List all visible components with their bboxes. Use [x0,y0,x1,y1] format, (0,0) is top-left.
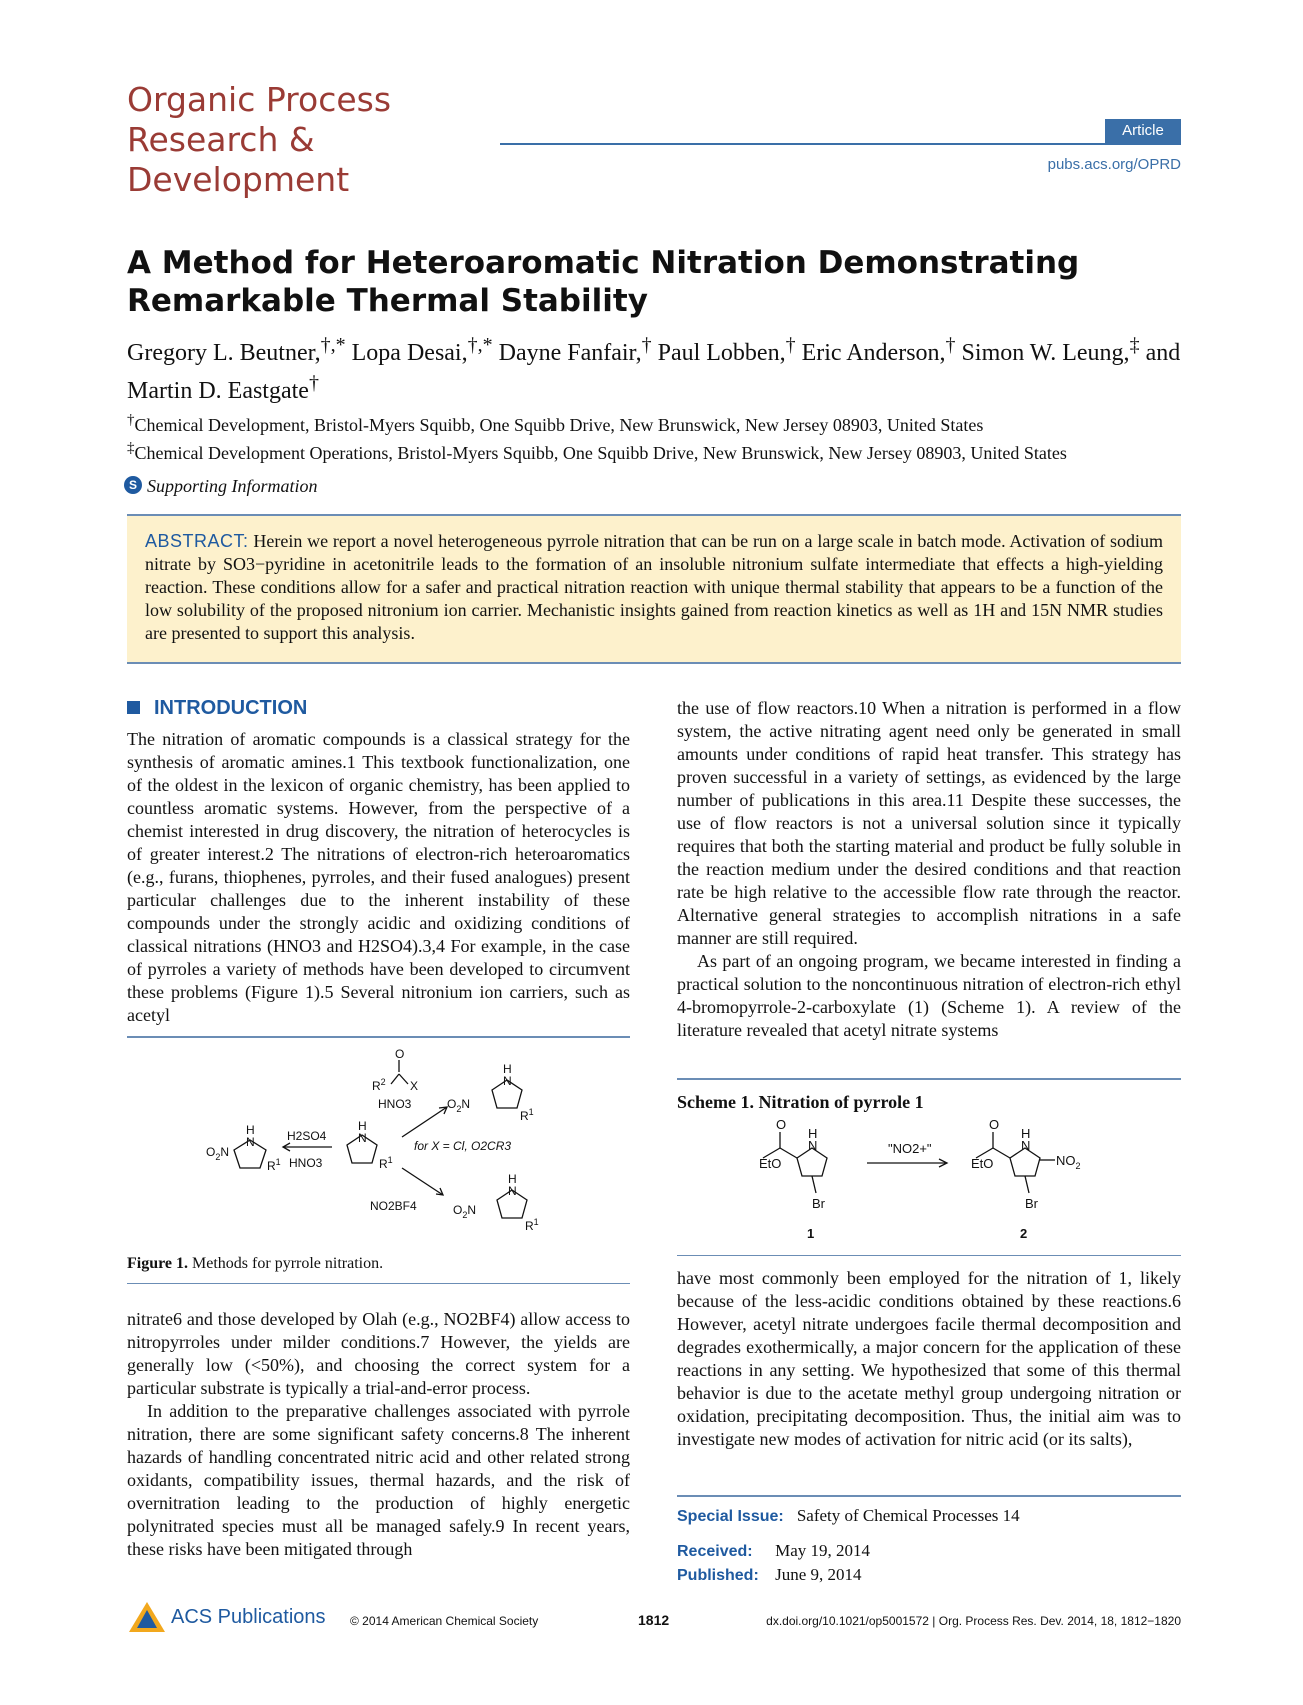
affiliation-2: ‡Chemical Development Operations, Bristol-Myers Squibb, One Squibb Drive, New Brunswick, New Jersey 08903, United States [127,440,1067,463]
figure-bottom-rule [127,1283,630,1284]
scheme-1-title: Scheme 1. Nitration of pyrrole 1 [677,1092,924,1112]
svg-text:"NO2+": "NO2+" [888,1141,932,1156]
svg-text:N: N [358,1131,367,1145]
author[interactable]: Dayne Fanfair,† [498,334,652,366]
journal-line-3: Development [127,160,350,199]
svg-text:H2SO4: H2SO4 [287,1129,327,1143]
svg-text:H: H [503,1062,512,1076]
svg-text:Br: Br [1025,1196,1038,1211]
svg-text:O2N: $O_2N$ [453,1203,477,1220]
intro-paragraph-right-1: the use of flow reactors.10 When a nitration is performed in a flow system, the active nitrating agent need only be generated in small amounts under conditions of rapid heat transfer. This strategy has proven successful in a variety of settings, as evidenced by the large number of publications in this area.11 Despite these successes, the use of flow reactors is not a universal solution since it typically requires that both the starting material and product be fully soluble in the reaction medium under the desired conditions and that reaction rate be high relative to the accessible flow rate through the reactor. Alternative general strategies to accomplish nitrations in a safe manner are still required. As part of an ongoing program, we became interested in finding a practical solution to the noncontinuous nitration of electron-rich ethyl 4-bromopyrrole-2-carboxylate (1) (Scheme 1). A review of the literature revealed that acetyl nitrate systems [677,698,1181,1040]
journal-line-1: Organic Process [127,80,392,119]
journal-url-link[interactable]: pubs.acs.org/OPRD [1047,156,1181,173]
svg-text:O: O [395,1047,405,1061]
figure-1-caption: Figure 1. Methods for pyrrole nitration. [127,1255,384,1272]
svg-text:NO2: $NO_2$ [1056,1153,1081,1171]
figure-1 [127,1040,630,1250]
copyright: © 2014 American Chemical Society [350,1614,539,1628]
svg-text:R1: $R^1$ [267,1157,281,1173]
journal-name [127,80,487,200]
acs-logo-icon [127,1600,167,1636]
svg-text:N: N [503,1074,512,1088]
published-date: Published: June 9, 2014 [677,1565,862,1584]
svg-text:H: H [1021,1126,1031,1141]
svg-text:EtO: EtO [971,1156,994,1171]
svg-text:R1: $R^1$ [525,1217,539,1233]
svg-text:N: N [508,1184,517,1198]
supporting-info-icon: S [124,476,142,494]
header-rule [500,143,1181,145]
acs-publications-logo[interactable]: ACS Publications [127,1600,327,1636]
svg-text:H: H [808,1126,818,1141]
svg-text:for X = Cl, O2CR3: for X = Cl, O2CR3 [414,1139,512,1153]
svg-text:O2N: $O_2N$ [206,1145,230,1162]
svg-text:H: H [246,1123,255,1137]
scheme-bottom-rule [677,1255,1181,1256]
author-list [127,330,1187,406]
svg-text:R1: $R^1$ [379,1155,393,1171]
article-type-badge: Article [1105,119,1181,143]
author[interactable]: Gregory L. Beutner,†,* [127,334,346,366]
paper-title: A Method for Heteroaromatic Nitration Demonstrating Remarkable Thermal Stability [127,245,1080,319]
scheme-1 [677,1118,1181,1248]
svg-text:O: O [989,1118,1000,1132]
doi-citation[interactable]: dx.doi.org/10.1021/op5001572 | Org. Process Res. Dev. 2014, 18, 1812−1820 [766,1614,1181,1628]
journal-line-2: Research & [127,120,315,159]
intro-paragraph-right-2: have most commonly been employed for the nitration of 1, likely because of the less-acidic conditions obtained by these reactions.6 However, acetyl nitrate undergoes facile thermal decomposition and degrades exothermically, a major concern for the application of these reactions in any setting. We hypothesized that some of this thermal behavior is due to the acetate methyl group undergoing nitration or oxidation, precipitating decomposition. Thus, the initial aim was to investigate new modes of activation for nitric acid (or its salts), [677,1268,1181,1449]
svg-text:HNO3: HNO3 [378,1097,412,1111]
supporting-info-link[interactable]: S Supporting Information [147,476,318,497]
meta-top-rule [677,1495,1181,1497]
svg-text:O: O [776,1118,787,1132]
author[interactable]: Simon W. Leung,‡ [961,334,1140,366]
svg-text:2: 2 [1020,1226,1028,1241]
page-number: 1812 [638,1612,670,1628]
svg-text:R2: $R^2$ [372,1077,386,1093]
author[interactable]: Lopa Desai,†,* [351,334,493,366]
scheme-1-graphic [677,1118,1181,1248]
figure-1-graphic [127,1040,630,1250]
svg-text:H: H [358,1119,367,1133]
svg-text:N: N [1021,1138,1031,1153]
scheme-top-rule [677,1078,1181,1080]
svg-text:X: X [410,1079,419,1093]
abstract-text: Herein we report a novel heterogeneous pyrrole nitration that can be run on a large scale in batch mode. Activation of sodium nitrate by SO3−pyridine in acetonitrile leads to the formation of an insoluble nitronium sulfate intermediate that effects a high-yielding reaction. These conditions allow for a safer and practical nitration reaction with unique thermal stability that appears to be a function of the low solubility of the proposed nitronium ion carrier. Mechanistic insights gained from reaction kinetics as well as 1H and 15N NMR studies are presented to support this analysis. [145,531,1164,643]
received-date: Received: May 19, 2014 [677,1541,871,1560]
section-heading-introduction: INTRODUCTION [127,697,307,720]
svg-text:Br: Br [812,1196,825,1211]
svg-text:1: 1 [807,1226,815,1241]
affiliation-1: †Chemical Development, Bristol-Myers Squibb, One Squibb Drive, New Brunswick, New Jersey 08903, United States [127,412,984,435]
svg-text:N: N [808,1138,818,1153]
svg-text:N: N [246,1135,255,1149]
svg-text:O2N: $O_2N$ [447,1097,471,1114]
author[interactable]: and Martin D. Eastgate† [127,340,1181,404]
author[interactable]: Eric Anderson,† [801,334,956,366]
svg-text:NO2BF4: NO2BF4 [370,1199,417,1213]
special-issue: Special Issue: Safety of Chemical Processes 14 [677,1506,1020,1525]
svg-text:HNO3: HNO3 [289,1156,323,1170]
figure-top-rule [127,1036,630,1038]
svg-text:R1: $R^1$ [520,1107,534,1123]
section-square-icon [127,701,140,714]
svg-text:EtO: EtO [759,1156,782,1171]
intro-paragraph-1: The nitration of aromatic compounds is a classical strategy for the synthesis of aromatic amines.1 This textbook functionalization, one of the oldest in the lexicon of organic chemistry, has been applied to countless aromatic systems. However, from the perspective of a chemist interested in drug discovery, the nitration of heterocycles is of greater interest.2 The nitrations of electron-rich heteroaromatics (e.g., furans, thiophenes, pyrroles, and their fused analogues) present particular challenges due to the inherent instability of these compounds under the strongly acidic and oxidizing conditions of classical nitrations (HNO3 and H2SO4).3,4 For example, in the case of pyrroles a variety of methods have been developed to circumvent these problems (Figure 1).5 Several nitronium ion carriers, such as acetyl [127,729,630,1025]
author[interactable]: Paul Lobben,† [657,334,796,366]
abstract-label: ABSTRACT: [145,531,249,551]
svg-text:H: H [508,1172,517,1186]
intro-paragraph-2: nitrate6 and those developed by Olah (e.g., NO2BF4) allow access to nitropyrroles under milder conditions.7 However, the yields are generally low (<50%), and choosing the correct system for a particular substrate is typically a trial-and-error process. In addition to the preparative challenges associated with pyrrole nitration, there are some significant safety concerns.8 The inherent hazards of handling concentrated nitric acid and other related strong oxidants, compatibility issues, thermal hazards, and the risk of overnitration leading to the production of highly energetic polynitrated species must all be managed safely.9 In recent years, these risks have been mitigated through [127,1309,630,1559]
abstract [145,530,1163,645]
